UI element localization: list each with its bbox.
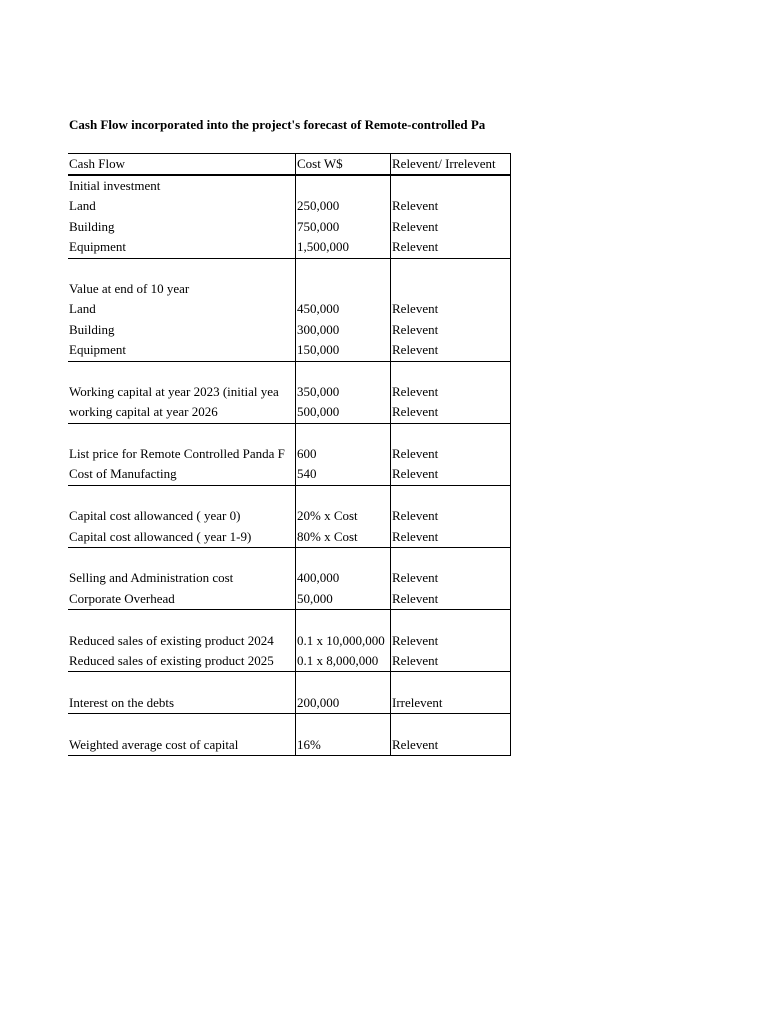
table-row (68, 651, 511, 672)
cell-cash-flow: Cost of Manufacting (69, 466, 177, 482)
table-row (68, 568, 511, 588)
cell-relevance: Relevent (392, 590, 439, 606)
cell-cash-flow: working capital at year 2026 (69, 404, 218, 420)
cell-cash-flow: Weighted average cost of capital (69, 736, 239, 752)
cell-cash-flow (68, 610, 297, 630)
table-row (68, 320, 511, 340)
cell-cash-flow: Building (69, 218, 115, 234)
cell-relevance (391, 548, 510, 568)
cell-cost (296, 259, 391, 279)
cell-relevance (391, 610, 510, 630)
cell-cost: 750,000 (297, 218, 340, 234)
cell-relevance: Relevent (392, 570, 439, 586)
cell-cash-flow: Land (69, 301, 96, 317)
cell-cost: 500,000 (297, 404, 340, 420)
table-row (68, 548, 511, 568)
cell-relevance (391, 279, 510, 299)
table-row (68, 693, 511, 714)
cell-relevance: Relevent (392, 736, 439, 752)
table-row (68, 735, 511, 756)
table-row (68, 237, 511, 258)
cell-cash-flow (68, 714, 297, 734)
table-row (68, 196, 511, 216)
cell-cost: 0.1 x 8,000,000 (297, 652, 379, 668)
cell-cost: 400,000 (297, 570, 340, 586)
table-row (68, 402, 511, 423)
table-body (68, 176, 511, 756)
table-row (68, 486, 511, 506)
table-row (68, 259, 511, 279)
cell-cost: 350,000 (297, 383, 340, 399)
table-row (68, 424, 511, 444)
table-row (68, 444, 511, 464)
cell-relevance (391, 424, 510, 444)
header-cash-flow: Cash Flow (69, 156, 125, 171)
cell-cost: 150,000 (297, 342, 340, 358)
cell-cost (296, 176, 391, 196)
cell-relevance: Irrelevent (392, 694, 443, 710)
cell-relevance: Relevent (392, 321, 439, 337)
cash-flow-table (68, 153, 511, 756)
cell-cost: 250,000 (297, 198, 340, 214)
cell-cash-flow: Land (69, 198, 96, 214)
cell-relevance: Relevent (392, 652, 439, 668)
cell-relevance: Relevent (392, 383, 439, 399)
cell-cash-flow: Capital cost allowanced ( year 1-9) (69, 528, 252, 544)
cell-cash-flow: Building (69, 321, 115, 337)
cell-cash-flow: Value at end of 10 year (69, 280, 190, 296)
cell-cash-flow (68, 548, 297, 568)
cell-cash-flow (68, 486, 297, 506)
table-row (68, 362, 511, 382)
cell-relevance (391, 486, 510, 506)
table-row (68, 176, 511, 196)
table-row (68, 631, 511, 651)
table-row (68, 506, 511, 526)
table-row (68, 589, 511, 610)
cell-cost (296, 714, 391, 734)
cell-cash-flow: List price for Remote Controlled Panda F (69, 446, 285, 462)
header-relevance: Relevent/ Irrelevent (392, 156, 496, 171)
cell-cash-flow: Interest on the debts (69, 694, 175, 710)
cell-cost: 50,000 (297, 590, 333, 606)
table-header-row (68, 153, 511, 176)
cell-relevance (391, 259, 510, 279)
cell-relevance: Relevent (392, 446, 439, 462)
table-row (68, 464, 511, 485)
cell-cost: 1,500,000 (297, 239, 349, 255)
cell-cost (296, 672, 391, 692)
cell-cost: 80% x Cost (297, 528, 358, 544)
cell-cost (296, 362, 391, 382)
header-cost: Cost W$ (297, 156, 343, 171)
table-row (68, 279, 511, 299)
cell-cost (296, 610, 391, 630)
cell-cost: 600 (297, 446, 317, 462)
table-row (68, 340, 511, 361)
cell-cost (296, 486, 391, 506)
table-row (68, 610, 511, 630)
cell-relevance: Relevent (392, 528, 439, 544)
cell-relevance: Relevent (392, 508, 439, 524)
cell-relevance: Relevent (392, 632, 439, 648)
cell-cost (296, 279, 391, 299)
cell-cash-flow (68, 259, 297, 279)
cell-relevance: Relevent (392, 218, 439, 234)
cell-relevance (391, 176, 510, 196)
cell-cash-flow (68, 362, 297, 382)
cell-cash-flow: Equipment (69, 342, 127, 358)
cell-cash-flow: Reduced sales of existing product 2024 (69, 632, 274, 648)
cell-relevance: Relevent (392, 301, 439, 317)
cell-relevance: Relevent (392, 239, 439, 255)
cell-relevance (391, 672, 510, 692)
cell-relevance: Relevent (392, 404, 439, 420)
cell-cost: 540 (297, 466, 317, 482)
cell-cost: 450,000 (297, 301, 340, 317)
cell-cost: 300,000 (297, 321, 340, 337)
cell-relevance: Relevent (392, 342, 439, 358)
cell-relevance: Relevent (392, 198, 439, 214)
column-divider-relevance (390, 153, 391, 756)
table-row (68, 672, 511, 692)
table-row (68, 714, 511, 734)
cell-cash-flow: Selling and Administration cost (69, 570, 234, 586)
cell-cash-flow: Corporate Overhead (69, 590, 175, 606)
cell-cash-flow: Capital cost allowanced ( year 0) (69, 508, 241, 524)
table-row (68, 527, 511, 548)
cell-cash-flow: Initial investment (69, 178, 161, 193)
cell-cost: 20% x Cost (297, 508, 358, 524)
cell-cash-flow (68, 424, 297, 444)
table-row (68, 217, 511, 237)
cell-cost (296, 424, 391, 444)
cell-relevance: Relevent (392, 466, 439, 482)
cell-cash-flow (68, 672, 297, 692)
column-divider-cost (295, 153, 296, 756)
cell-cost: 200,000 (297, 694, 340, 710)
cell-cash-flow: Reduced sales of existing product 2025 (69, 652, 274, 668)
table-row (68, 382, 511, 402)
page-title: Cash Flow incorporated into the project's forecast of Remote-controlled Pa (69, 117, 486, 132)
cell-cost: 0.1 x 10,000,000 (297, 632, 385, 648)
cell-cost (296, 548, 391, 568)
cell-cost: 16% (297, 736, 321, 752)
cell-cash-flow: Working capital at year 2023 (initial yea (69, 383, 279, 399)
cell-cash-flow: Equipment (69, 239, 127, 255)
cell-relevance (391, 714, 510, 734)
table-row (68, 299, 511, 319)
cell-relevance (391, 362, 510, 382)
table-right-border (510, 153, 511, 756)
